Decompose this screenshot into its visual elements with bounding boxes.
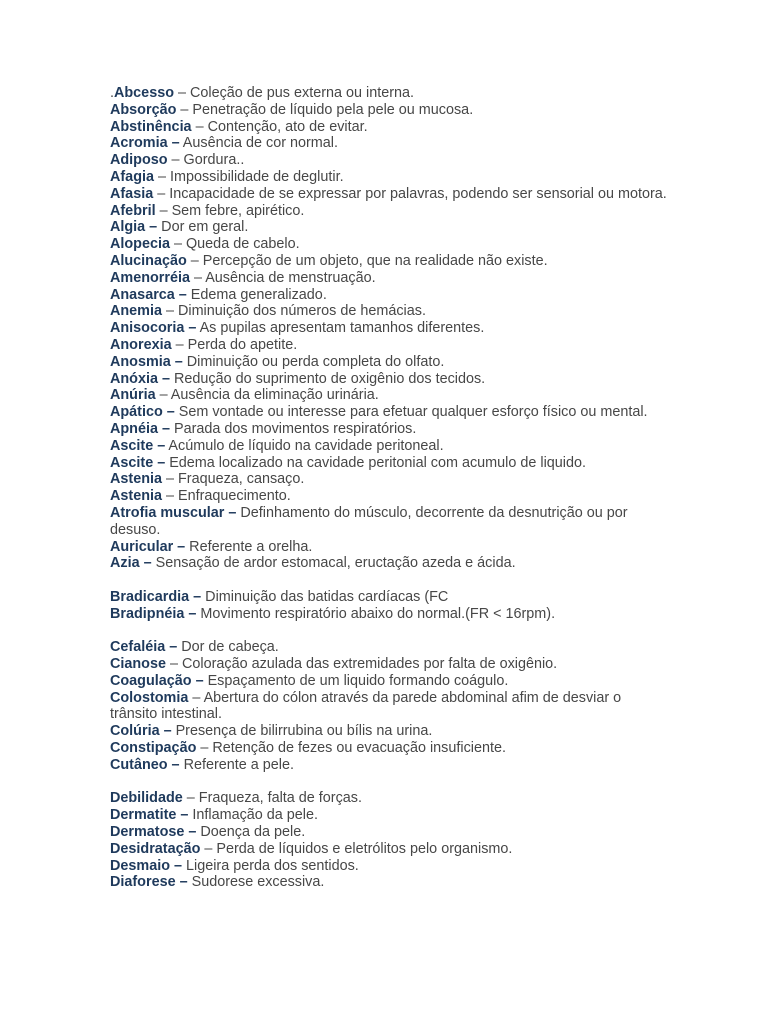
entry-definition: Inflamação da pele. xyxy=(188,807,318,824)
glossary-entry xyxy=(110,119,670,136)
glossary-entry xyxy=(110,421,670,438)
entry-definition: Ausência de cor normal. xyxy=(179,135,338,152)
entry-definition: – Gordura.. xyxy=(167,152,245,169)
glossary-entry xyxy=(110,102,670,119)
entry-term: Debilidade xyxy=(110,790,183,807)
entry-definition: Doença da pele. xyxy=(196,824,306,841)
glossary-entry xyxy=(110,387,670,404)
glossary-entry xyxy=(110,589,670,606)
entry-term: Algia – xyxy=(110,219,158,236)
glossary-entry xyxy=(110,152,670,169)
entry-term: Alucinação xyxy=(110,252,187,269)
entry-definition: Espaçamento de um liquido formando coágulo. xyxy=(203,672,509,689)
glossary-entry xyxy=(110,135,670,152)
glossary-entry xyxy=(110,606,670,623)
entry-term: Alopecia xyxy=(110,236,170,253)
entry-definition: – Fraqueza, falta de forças. xyxy=(182,790,362,807)
entry-term: Cianose xyxy=(110,656,166,673)
glossary-entry xyxy=(110,303,670,320)
entry-term: Ascite – xyxy=(110,454,166,471)
entry-term: Anóxia – xyxy=(110,370,170,387)
entry-term: Atrofia muscular – xyxy=(110,504,237,521)
glossary-entry xyxy=(110,455,670,472)
glossary-entry xyxy=(110,723,670,740)
glossary-section xyxy=(110,790,670,891)
entry-term: Cutâneo – xyxy=(110,756,180,773)
glossary-entry xyxy=(110,203,670,220)
glossary-entry xyxy=(110,858,670,875)
entry-term: Constipação xyxy=(110,740,197,757)
entry-term: Anorexia xyxy=(110,336,172,353)
entry-definition: Referente a pele. xyxy=(179,756,294,773)
entry-term: Cefaléia – xyxy=(110,639,178,656)
entry-term: Colostomia xyxy=(110,689,189,706)
glossary-section xyxy=(110,639,670,773)
entry-term: Afagia xyxy=(110,168,154,185)
glossary-entry xyxy=(110,438,670,455)
entry-term: Dermatite – xyxy=(110,807,189,824)
entry-definition: Sem vontade ou interesse para efetuar qualquer esforço físico ou mental. xyxy=(174,404,648,421)
glossary-entry xyxy=(110,841,670,858)
entry-term: Absorção xyxy=(110,101,177,118)
entry-definition: – Queda de cabelo. xyxy=(169,236,300,253)
entry-term: Bradipnéia – xyxy=(110,605,197,622)
glossary-entry xyxy=(110,85,670,102)
glossary-entry xyxy=(110,371,670,388)
glossary-entry xyxy=(110,539,670,556)
entry-term: Desmaio – xyxy=(110,857,182,874)
entry-definition: – Percepção de um objeto, que na realidade não existe. xyxy=(186,252,548,269)
entry-term: Afebril xyxy=(110,202,156,219)
entry-definition: – Diminuição dos números de hemácias. xyxy=(161,303,426,320)
section-gap xyxy=(110,774,670,791)
entry-term: Azia – xyxy=(110,555,152,572)
glossary-entry xyxy=(110,270,670,287)
entry-term: Apático – xyxy=(110,404,175,421)
entry-term: Abstinência xyxy=(110,118,192,135)
entry-definition: – Contenção, ato de evitar. xyxy=(191,118,368,135)
entry-definition: Sudorese excessiva. xyxy=(187,874,325,891)
glossary-entry xyxy=(110,690,670,724)
section-gap xyxy=(110,623,670,640)
glossary-entry xyxy=(110,169,670,186)
glossary-entry xyxy=(110,673,670,690)
entry-term: Colúria – xyxy=(110,723,172,740)
glossary-section xyxy=(110,85,670,572)
entry-definition: – Fraqueza, cansaço. xyxy=(161,471,305,488)
glossary-entry xyxy=(110,219,670,236)
glossary-entry xyxy=(110,320,670,337)
entry-definition: Ligeira perda dos sentidos. xyxy=(182,857,359,874)
glossary-entry xyxy=(110,656,670,673)
entry-definition: – Ausência da eliminação urinária. xyxy=(155,387,379,404)
entry-definition: – Enfraquecimento. xyxy=(161,488,291,505)
glossary-entry xyxy=(110,236,670,253)
entry-definition: – Incapacidade de se expressar por palavras, podendo ser sensorial ou motora. xyxy=(153,185,667,202)
entry-definition: – Perda de líquidos e eletrólitos pelo organismo. xyxy=(200,840,513,857)
entry-term: Ascite – xyxy=(110,437,166,454)
entry-term: Astenia xyxy=(110,471,162,488)
glossary-entry xyxy=(110,874,670,891)
glossary-entry xyxy=(110,354,670,371)
entry-definition: Diminuição ou perda completa do olfato. xyxy=(182,353,445,370)
entry-definition: Dor em geral. xyxy=(157,219,249,236)
entry-term: Auricular – xyxy=(110,538,186,555)
glossary-entry xyxy=(110,824,670,841)
entry-term: Anemia xyxy=(110,303,162,320)
section-gap xyxy=(110,572,670,589)
entry-definition: Referente a orelha. xyxy=(185,538,313,555)
glossary-section xyxy=(110,589,670,623)
entry-prefix: . xyxy=(110,85,114,101)
glossary-entry xyxy=(110,790,670,807)
entry-definition: – Ausência de menstruação. xyxy=(189,269,376,286)
entry-term: Acromia – xyxy=(110,135,180,152)
glossary-entry xyxy=(110,555,670,572)
glossary-entry xyxy=(110,757,670,774)
glossary-entry xyxy=(110,488,670,505)
entry-definition: Edema localizado na cavidade peritonial com acumulo de liquido. xyxy=(165,454,586,471)
entry-definition: – Coleção de pus externa ou interna. xyxy=(174,85,415,101)
entry-definition: – Retenção de fezes ou evacuação insuficiente. xyxy=(196,740,506,757)
entry-term: Anisocoria – xyxy=(110,320,197,337)
entry-definition: – Impossibilidade de deglutir. xyxy=(153,168,344,185)
glossary-entry xyxy=(110,287,670,304)
entry-definition: Parada dos movimentos respiratórios. xyxy=(169,420,417,437)
entry-definition: – Sem febre, apirético. xyxy=(155,202,305,219)
entry-term: Anasarca – xyxy=(110,286,187,303)
entry-definition: Sensação de ardor estomacal, eructação azeda e ácida. xyxy=(151,555,516,572)
glossary-entry xyxy=(110,807,670,824)
entry-definition: Movimento respiratório abaixo do normal.(FR < 16rpm). xyxy=(196,605,556,622)
entry-definition: Edema generalizado. xyxy=(186,286,327,303)
glossary-entry xyxy=(110,505,670,539)
glossary-entry xyxy=(110,740,670,757)
glossary-entry xyxy=(110,186,670,203)
entry-definition: As pupilas apresentam tamanhos diferentes. xyxy=(196,320,485,337)
entry-definition: Presença de bilirrubina ou bílis na urina. xyxy=(171,723,433,740)
glossary-entry xyxy=(110,639,670,656)
entry-term: Astenia xyxy=(110,488,162,505)
entry-term: Dermatose – xyxy=(110,824,197,841)
entry-term: Anosmia – xyxy=(110,353,183,370)
glossary-entry xyxy=(110,471,670,488)
entry-term: Desidratação xyxy=(110,840,201,857)
entry-definition: Definhamento do músculo, decorrente da desnutrição ou por desuso. xyxy=(110,504,628,538)
entry-definition: Redução do suprimento de oxigênio dos tecidos. xyxy=(169,370,486,387)
glossary-entry xyxy=(110,253,670,270)
entry-definition: Diminuição das batidas cardíacas (FC xyxy=(201,588,449,605)
entry-term: Apnéia – xyxy=(110,420,170,437)
entry-definition: – Perda do apetite. xyxy=(171,336,298,353)
entry-term: Afasia xyxy=(110,185,154,202)
entry-term: Adiposo xyxy=(110,152,168,169)
entry-definition: – Penetração de líquido pela pele ou mucosa. xyxy=(176,101,474,118)
entry-term: Coagulação – xyxy=(110,672,204,689)
entry-definition: – Abertura do cólon através da parede abdominal afim de desviar o trânsito intestinal. xyxy=(110,689,622,723)
entry-term: Diaforese – xyxy=(110,874,188,891)
entry-term: Bradicardia – xyxy=(110,588,202,605)
entry-definition: Acúmulo de líquido na cavidade peritoneal. xyxy=(165,437,444,454)
entry-term: Anúria xyxy=(110,387,156,404)
glossary-entry xyxy=(110,404,670,421)
glossary-entry xyxy=(110,337,670,354)
entry-definition: – Coloração azulada das extremidades por falta de oxigênio. xyxy=(165,656,558,673)
entry-term: Amenorréia xyxy=(110,269,190,286)
entry-definition: Dor de cabeça. xyxy=(177,639,279,656)
entry-term: Abcesso xyxy=(114,85,174,101)
glossary xyxy=(110,85,670,891)
